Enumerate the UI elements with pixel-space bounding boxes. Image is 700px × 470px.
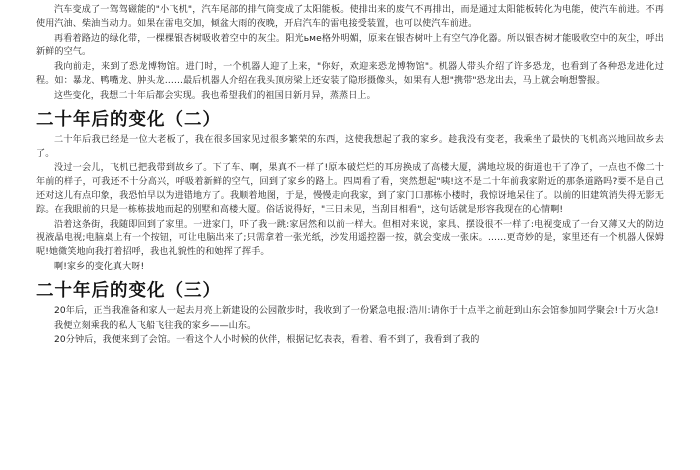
- paragraph: 我便立刻乘我的私人飞船飞往我的家乡——山东。: [54, 320, 257, 331]
- paragraph: 再看着路边的绿化带，一棵棵银杏树吸收着空中的灰尘。阳光ьме格外明媚，原来在银杏树叶上有空气净化器。所以银杏树才能吸收空中的灰尘，呼出新鲜的空气。: [36, 33, 664, 58]
- section-heading: 二十年后的变化（三）: [36, 280, 221, 301]
- paragraph: 汽车变成了一驾驾磁能的"小飞机"，汽车尾部的排气筒变成了太阳能板。使排出来的废气不再排出，而是通过太阳能板转化为电能，使汽车前进。不再使用汽油、柴油当动力。如果在雷电交加，倾盆大雨的夜晚，开启汽车的雷电接受装置，也可以使汽车前进。: [36, 5, 664, 29]
- document-body: [36, 4, 664, 348]
- paragraph: 二十年后我已经是一位大老板了，我在很多国家见过很多繁荣的东西，这使我想起了我的家乡。趁我没有变老，我乘坐了最快的飞机高兴地回故乡去了。: [36, 134, 664, 159]
- paragraph: 20分钟后，我便来到了会馆。一看这个人小时候的伙伴，根据记忆表表，看着、看不到了，我看到了我的: [54, 335, 480, 346]
- paragraph: 啊!家乡的变化真大呀!: [54, 262, 145, 272]
- section-heading: 二十年后的变化（二）: [36, 109, 221, 130]
- paragraph: 我向前走，来到了恐龙博物馆。进门时，一个机器人迎了上来，"你好，欢迎来恐龙博物馆"。机器人带头介绍了许多恐龙，也看到了各种恐龙进化过程。如：暴龙、鸭嘴龙、肿头龙……最后机器人介绍在我头顶房梁上还安装了隐形摄像头，如果有人想"携带"恐龙出去，马上就会响想警报。: [36, 62, 664, 87]
- paragraph: 沿着这条街，我随即回到了家里。一进家门，吓了我一跳:家居然和以前一样大。但相对来说，家具、摆设很不一样了:电视变成了一台又薄又大的防边视液晶电视;电脑桌上有一个按钮，可让电脑出来了;只需拿着一张光纸，沙发用遥控器一按，就会变成一张床。……更奇妙的是，家里还有一个机器人保姆呢!她微笑地向我打着招呼，我也礼貌性的和她挥了挥手。: [36, 219, 664, 258]
- paragraph: 没过一会儿，飞机已把我带到故乡了。下了车、啊，果真不一样了!原本破烂烂的耳房换成了高楼大厦，满地垃圾的街道也干了净了，一点也不像二十年前的样子，可我还不十分高兴，呼吸着新鲜的空气，回到了家乡的路上。四周看了看，突然想起"咦!这不是二十年前我家附近的那条道路吗?要不是自己还对这儿有点印象，我恐怕早以为进错地方了。我顺着地图，于是，慢慢走向我家，到了家门口那栋小楼时，我惊讶地呆住了。以前的旧建筑消失得无影无踪。在我眼前的只是一栋栋拔地而起的别墅和高楼大厦。俗话说得好，"三日未见，当刮目相看"，这句话就是形容我现在的心情啊!: [36, 163, 664, 215]
- paragraph: 这些变化，我想二十年后都会实现。我也希望我们的祖国日新月异，蒸蒸日上。: [54, 90, 376, 101]
- paragraph: 20年后，正当我准备和家人一起去月亮上新建设的公园散步时，我收到了一份紧急电报:浩川:请你于十点半之前赶到山东会馆参加同学聚会!十万火急!: [54, 305, 659, 316]
